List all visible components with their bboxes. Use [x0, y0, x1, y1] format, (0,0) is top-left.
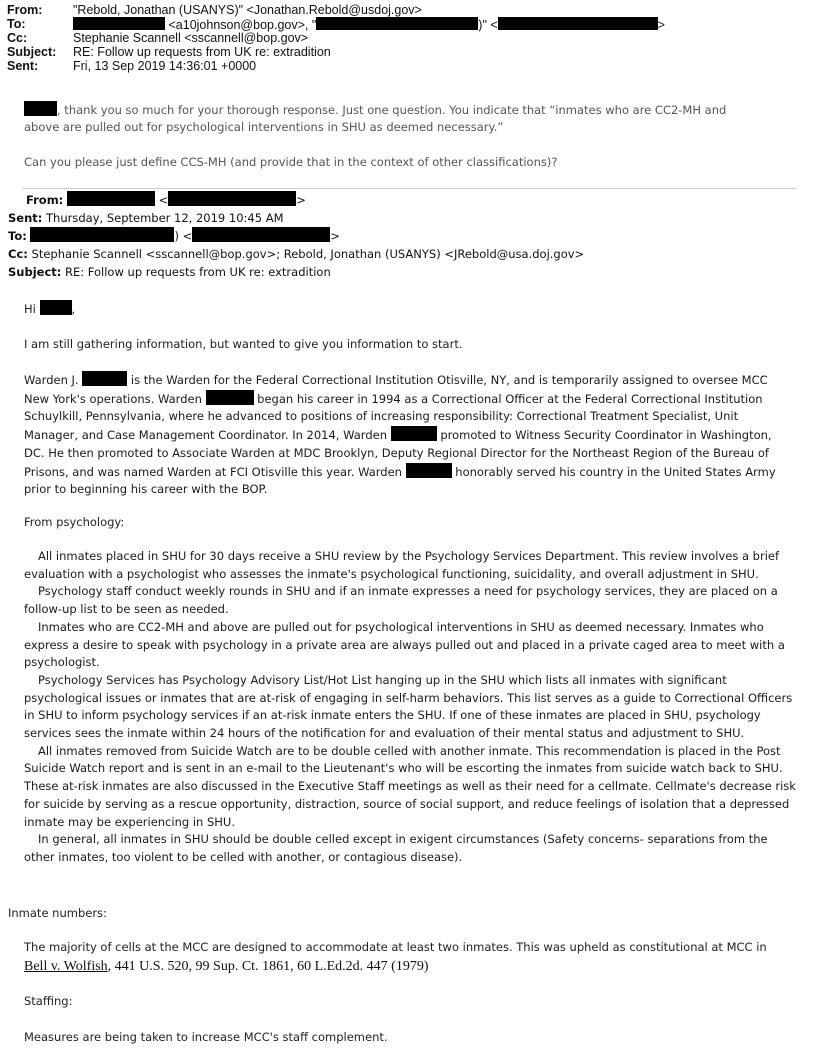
reply-text: , thank you so much for your thorough response. Just one question. You indicate that “inmates who are CC2-MH and: [57, 103, 727, 117]
warden-text: Warden J.: [24, 373, 79, 387]
warden-text: prior to beginning his career with the BOP.: [24, 482, 268, 497]
psychology-paragraph: Psychology Services has Psychology Advisory List/Hot List hanging up in the SHU which lists all inmates with significant psychological issues or inmates that are at-risk of engaging in self-harm behaviors. This list serves as a guide to Correctional Officers in SHU to inform psychology services if an at-risk inmate enters the SHU. If one of these inmates are placed in SHU, psychology services sees the inmate within 24 hours of the notification for and evaluation of their mental status and adjustment to SHU.: [24, 672, 793, 741]
staffing-heading: Staffing:: [24, 994, 73, 1008]
warden-text: Schuylkill, Pennsylvania, where he advanced to positions of increasing responsibility: Correctional Treatment Specialist, Unit: [24, 409, 739, 424]
warden-text: DC. He then promoted to Associate Warden at MDC Brooklyn, Deputy Regional Director for the Northeast Region of the Bureau of: [24, 445, 769, 460]
redaction-block: [406, 463, 452, 478]
reply-line-3: Can you please just define CCS-MH (and provide that in the context of other classifications)?: [24, 155, 558, 169]
inmate-numbers-heading: Inmate numbers:: [8, 906, 107, 920]
quoted-subject-value: RE: Follow up requests from UK re: extradition: [65, 265, 331, 279]
quoted-subject-label: Subject:: [8, 265, 62, 279]
warden-text: is the Warden for the Federal Correctional Institution Otisville, NY, and is temporarily assigned to oversee MCC: [130, 373, 768, 387]
warden-text: Manager, and Case Management Coordinator. In 2014, Warden: [24, 428, 387, 443]
redaction-block: [316, 17, 478, 30]
intro-line: I am still gathering information, but wanted to give you information to start.: [24, 337, 463, 351]
psychology-paragraph: Inmates who are CC2-MH and above are pulled out for psychological interventions in SHU as deemed necessary. Inmates who express a desire to speak with psychology in a private area are always pulled out and placed in a private caged area to meet with a psychologist.: [24, 619, 785, 670]
quoted-from-sep: >: [296, 193, 306, 207]
case-cite: , 441 U.S. 520, 99 Sup. Ct. 1861, 60 L.Ed.2d. 447 (1979): [107, 959, 429, 974]
psychology-paragraph: Psychology staff conduct weekly rounds in SHU and if an inmate expresses a need for psychology services, they are placed on a follow-up list to be seen as needed.: [24, 584, 778, 617]
quoted-subject-row: [8, 263, 584, 281]
to-value-part: )" <: [478, 18, 498, 32]
redaction-block: [67, 191, 155, 206]
staffing-line: Measures are being taken to increase MCC's staff complement.: [24, 1030, 388, 1044]
quoted-from-label: From:: [26, 193, 64, 207]
sent-value: Fri, 13 Sep 2019 14:36:01 +0000: [73, 59, 257, 73]
redaction-block: [391, 426, 437, 441]
warden-text: promoted to Witness Security Coordinator in Washington,: [440, 428, 772, 443]
warden-text: honorably served his country in the United States Army: [455, 464, 776, 479]
quoted-from-row: [8, 191, 584, 209]
redaction-block: [206, 390, 254, 405]
reply-line-1: [24, 101, 726, 117]
psychology-paragraph: In general, all inmates in SHU should be double celled except in exigent circumstances (Safety concerns- separations from the other inmates, too violent to be celled with another, or contagious disease).: [24, 832, 768, 864]
to-value-part: >: [657, 18, 665, 32]
quoted-to-label: To:: [8, 229, 27, 243]
psychology-paragraph: All inmates placed in SHU for 30 days receive a SHU review by the Psychology Services Department. This review involves a brief evaluation with a psychologist who assesses the inmate's psychological functioning, suicidality, and overall adjustment in SHU.: [24, 549, 780, 581]
from-label: From:: [7, 3, 43, 17]
sent-label: Sent:: [7, 59, 39, 73]
reply-line-2: above are pulled out for psychological interventions in SHU as deemed necessary.”: [24, 120, 504, 134]
redaction-block: [24, 101, 57, 116]
case-citation: [24, 957, 429, 975]
psychology-heading: From psychology:: [24, 515, 125, 529]
to-value-part: <a10johnson@bop.gov>, ": [168, 18, 317, 32]
warden-paragraph: [24, 371, 804, 499]
quoted-cc-row: [8, 245, 584, 263]
quote-divider: [22, 188, 797, 189]
quoted-cc-label: Cc:: [8, 247, 28, 261]
warden-text: began his career in 1994 as a Correctional Officer at the Federal Correctional Institution: [257, 391, 763, 406]
greeting: [24, 300, 75, 316]
quoted-sent-label: Sent:: [8, 211, 43, 225]
case-link[interactable]: Bell v. Wolfish: [24, 959, 108, 974]
warden-text: New York's operations. Warden: [24, 391, 202, 406]
from-value: "Rebold, Jonathan (USANYS)" <Jonathan.Rebold@usdoj.gov>: [73, 3, 422, 17]
warden-text: Prisons, and was named Warden at FCI Otisville this year. Warden: [24, 464, 402, 479]
inmate-numbers-line: The majority of cells at the MCC are designed to accommodate at least two inmates. This was upheld as constitutional at MCC in: [24, 940, 767, 954]
psychology-section: [24, 548, 796, 867]
quoted-to-row: [8, 227, 584, 245]
greeting-comma: ,: [71, 302, 76, 316]
cc-value: Stephanie Scannell <sscannell@bop.gov>: [73, 31, 309, 45]
redaction-block: [30, 227, 174, 242]
subject-value: RE: Follow up requests from UK re: extradition: [73, 45, 331, 59]
quoted-sent-value: Thursday, September 12, 2019 10:45 AM: [46, 211, 284, 225]
quoted-sent-row: [8, 209, 584, 227]
quoted-from-sep: <: [158, 193, 169, 207]
to-label: To:: [7, 17, 26, 31]
greeting-hi: Hi: [24, 302, 36, 316]
to-value: [73, 17, 665, 32]
psychology-paragraph: All inmates removed from Suicide Watch are to be double celled with another inmate. This recommendation is placed in the Post Suicide Watch report and is sent in an e-mail to the Lieutenant's who will be escorting the inmates from suicide watch back to SHU. These at-risk inmates are also discussed in the Executive Staff meetings as well as their need for a cellmate. Cellmate's decrease risk for suicide by serving as a rescue opportunity, distraction, source of social support, and reduce feelings of isolation that a depressed inmate may be experiencing in SHU.: [24, 743, 796, 829]
quoted-cc-value: Stephanie Scannell <sscannell@bop.gov>; Rebold, Jonathan (USANYS) <JRebold@usa.doj.gov>: [31, 247, 585, 261]
redaction-block: [40, 300, 72, 315]
redaction-block: [82, 371, 127, 386]
subject-label: Subject:: [7, 45, 57, 59]
quoted-to-sep: >: [330, 229, 340, 243]
redaction-block: [73, 17, 165, 30]
cc-label: Cc:: [7, 31, 28, 45]
quoted-to-sep: ) <: [174, 229, 193, 243]
redaction-block: [498, 17, 658, 30]
quoted-header: [8, 191, 584, 281]
redaction-block: [168, 191, 296, 206]
redaction-block: [192, 227, 330, 242]
